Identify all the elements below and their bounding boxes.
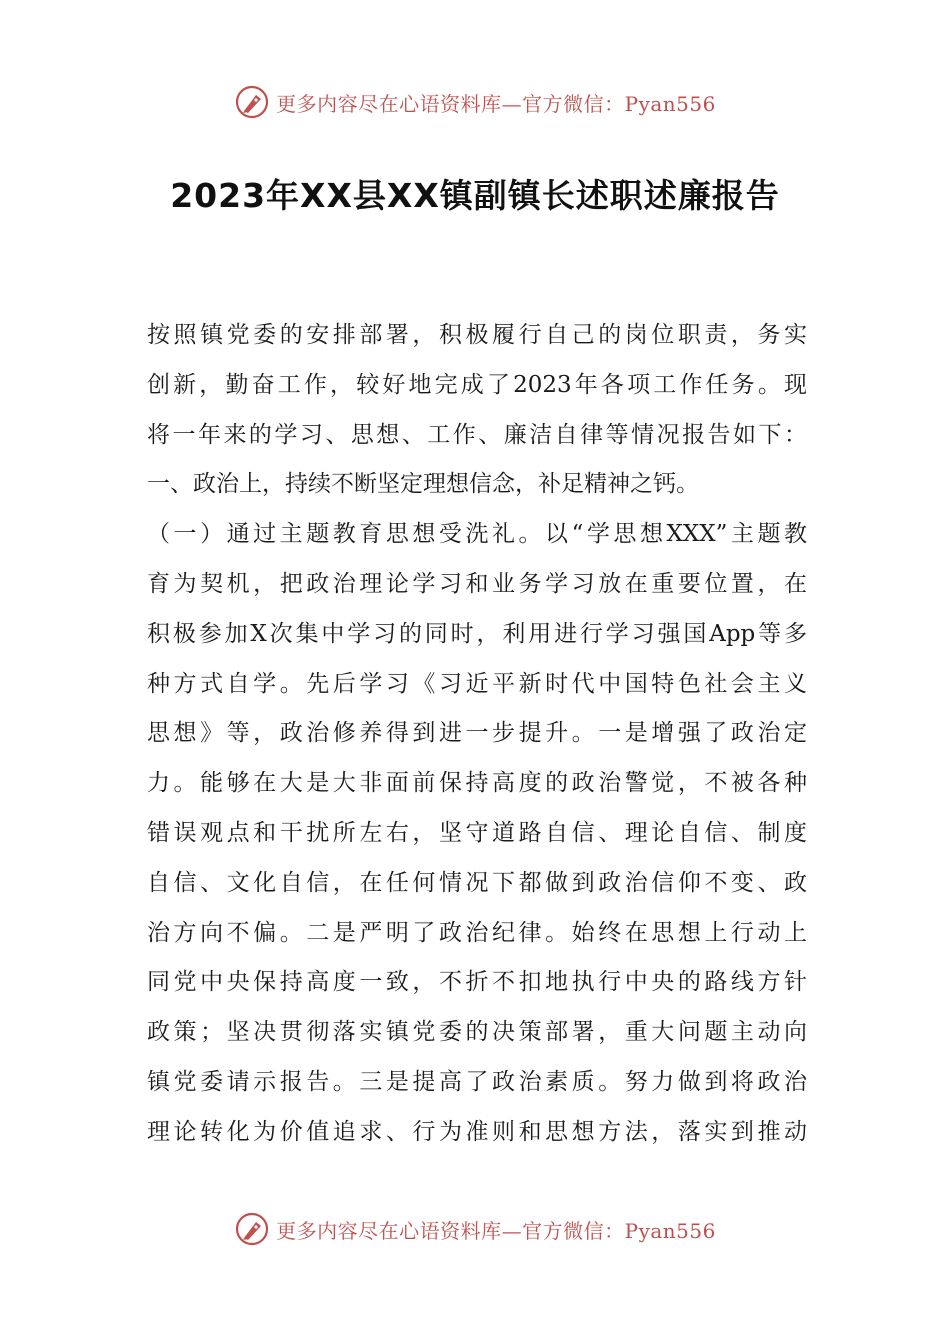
body-line: 按照镇党委的安排部署，积极履行自己的岗位职责，务实 bbox=[147, 322, 807, 348]
footer-watermark-text: 更多内容尽在心语资料库—官方微信：Pyan556 bbox=[276, 1218, 716, 1243]
footer-watermark-banner bbox=[0, 1207, 950, 1251]
header-watermark-text: 更多内容尽在心语资料库—官方微信：Pyan556 bbox=[276, 91, 716, 116]
document-title: 2023年XX县XX镇副镇长述职述廉报告 bbox=[170, 176, 780, 215]
pen-nib-logo-icon bbox=[234, 1211, 270, 1247]
body-line: 育为契机，把政治理论学习和业务学习放在重要位置，在 bbox=[147, 570, 807, 597]
body-line: 积极参加X次集中学习的同时，利用进行学习强国App等多 bbox=[147, 620, 807, 647]
document-body bbox=[147, 311, 807, 1158]
body-line: 力。能够在大是大非面前保持高度的政治警觉，不被各种 bbox=[147, 770, 807, 797]
body-line: 治方向不偏。二是严明了政治纪律。始终在思想上行动上 bbox=[147, 919, 807, 946]
body-line: 同党中央保持高度一致，不折不扣地执行中央的路线方针 bbox=[147, 969, 807, 996]
body-line: （一）通过主题教育思想受洗礼。以“学思想XXX”主题教 bbox=[147, 521, 807, 548]
body-line: 将一年来的学习、思想、工作、廉洁自律等情况报告如下： bbox=[147, 421, 807, 448]
body-line: 政策；坚决贯彻落实镇党委的决策部署，重大问题主动向 bbox=[147, 1019, 807, 1046]
body-line: 自信、文化自信，在任何情况下都做到政治信仰不变、政 bbox=[147, 869, 807, 896]
body-line: 镇党委请示报告。三是提高了政治素质。努力做到将政治 bbox=[147, 1068, 807, 1095]
body-line: 一、政治上，持续不断坚定理想信念，补足精神之钙。 bbox=[147, 471, 699, 498]
body-line: 创新，勤奋工作，较好地完成了2023年各项工作任务。现 bbox=[147, 371, 807, 398]
pen-nib-logo-icon bbox=[234, 84, 270, 120]
body-line: 思想》等，政治修养得到进一步提升。一是增强了政治定 bbox=[147, 720, 807, 747]
body-line: 种方式自学。先后学习《习近平新时代中国特色社会主义 bbox=[147, 670, 807, 697]
header-watermark-banner bbox=[0, 80, 950, 124]
body-line: 错误观点和干扰所左右，坚守道路自信、理论自信、制度 bbox=[147, 819, 807, 846]
body-line: 理论转化为价值追求、行为准则和思想方法，落实到推动 bbox=[147, 1118, 807, 1145]
